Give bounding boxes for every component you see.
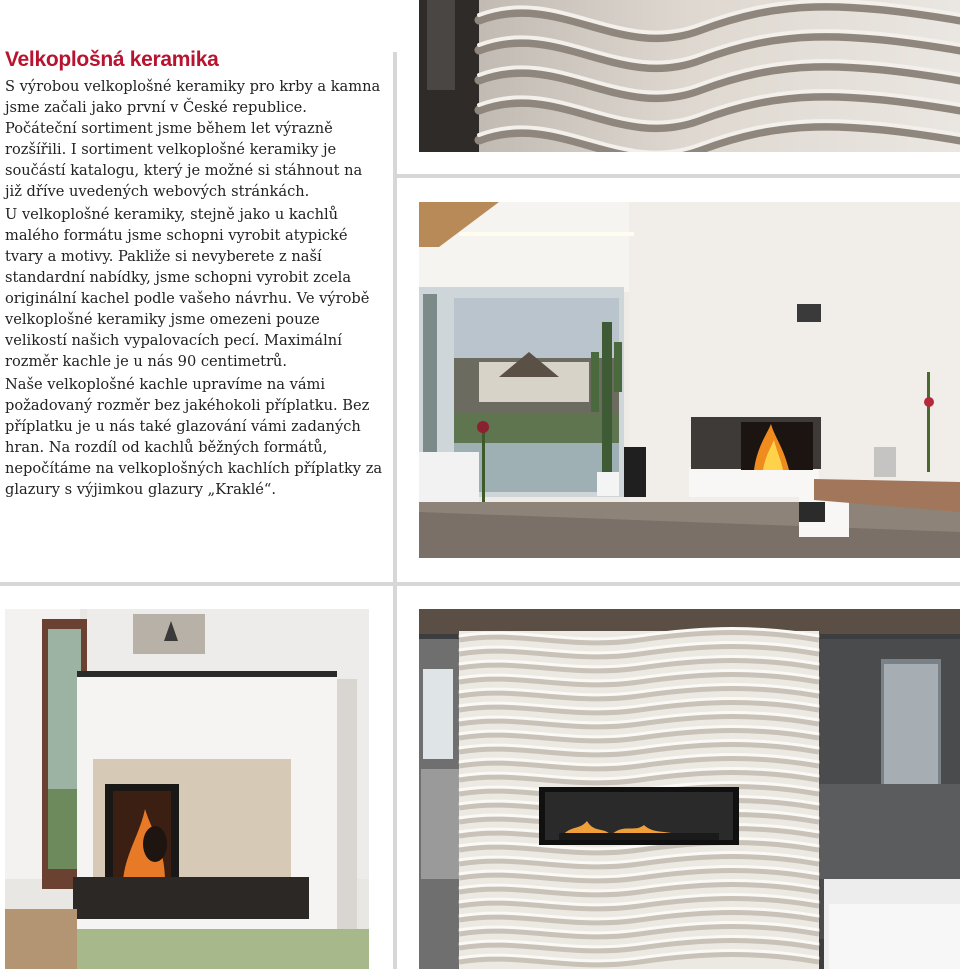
article-text <box>5 48 383 502</box>
article-paragraph-1: S výrobou velkoplošné keramiky pro krby a kamna jsme začali jako první v České republice. Počáteční sortiment jsme během let výrazně rozšířili. I sortiment velkoplošné keramiky je součástí katalogu, který je možné si stáhnout na již dříve uvedených webových stránkách. <box>5 78 381 200</box>
white-tiled-stove-photo <box>5 609 369 969</box>
corner-fireplace-room-photo <box>419 202 960 558</box>
article-paragraph-3: Naše velkoplošné kachle upravíme na vámi požadovaný rozměr bez jakéhokoli příplatku. Bez příplatku je u nás také glazování vámi zadaných hran. Na rozdíl od kachlů běžných formátů, nepočítáme na velkoplošných kachlích příplatky za glazury s výjimkou glazury „Kraklé“. <box>5 376 383 498</box>
article-paragraph-2: U velkoplošné keramiky, stejně jako u kachlů malého formátu jsme schopni vyrobit atypické tvary a motivy. Pakliže si nevyberete z naší standardní nabídky, jsme schopni vyrobit zcela originální kachel podle vašeho návrhu. Ve výrobě velkoplošné keramiky jsme omezeni pouze velikostí našich vypalovacích pecí. Maximální rozměr kachle je u nás 90 centimetrů. <box>5 206 370 370</box>
frame-line-horizontal-top <box>393 174 960 178</box>
wave-tile-detail-photo <box>419 0 960 152</box>
frame-line-vertical <box>393 52 397 969</box>
wave-wall-fireplace-photo <box>419 609 960 969</box>
article-heading: Velkoplošná keramika <box>5 48 219 71</box>
frame-line-horizontal-middle <box>0 582 960 586</box>
